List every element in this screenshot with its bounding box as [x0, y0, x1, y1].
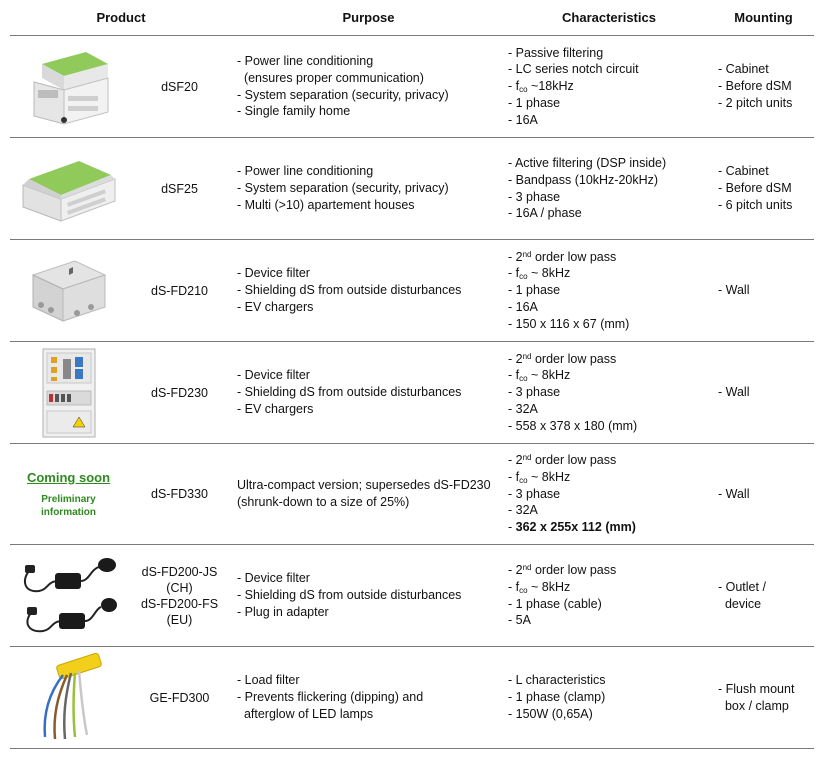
char-line: - 1 phase — [508, 283, 561, 298]
mount-line: - Outlet / — [718, 579, 766, 594]
characteristics-cell — [505, 647, 713, 748]
char-line: - 3 phase — [508, 189, 561, 204]
purpose-line: - Device filter — [237, 571, 310, 586]
purpose-line: Ultra-compact version; supersedes dS-FD230 — [237, 478, 491, 493]
yellow-clamp-icon — [10, 647, 127, 748]
char-line: - $f_{co}$ ~ 8kHz — [508, 266, 571, 282]
mount-line: box / clamp — [718, 698, 789, 713]
char-line: - Bandpass (10kHz-20kHz) — [508, 172, 659, 187]
purpose-line: - Shielding dS from outside disturbances — [237, 385, 462, 400]
header-purpose: Purpose — [342, 10, 395, 25]
characteristics-cell — [505, 545, 713, 646]
header-product: Product — [96, 10, 146, 25]
product-table — [10, 0, 814, 749]
table-row-ds-fd200 — [10, 545, 814, 647]
purpose-line: afterglow of LED lamps — [237, 706, 374, 721]
char-line: - 558 x 378 x 180 (mm) — [508, 418, 638, 433]
purpose-line: - Plug in adapter — [237, 604, 329, 619]
char-line: - 150 x 116 x 67 (mm) — [508, 316, 630, 331]
purpose-cell — [232, 342, 505, 443]
char-line: - 1 phase — [508, 95, 561, 110]
char-line: - 16A — [508, 112, 538, 127]
mounting-cell — [713, 647, 814, 748]
product-name: dS-FD210 — [151, 283, 208, 298]
product-name-line: dS-FD200-FS (EU) — [140, 596, 219, 627]
open-cabinet-icon — [10, 342, 127, 443]
characteristics-cell — [505, 36, 713, 137]
mount-line: - Before dSM — [718, 79, 792, 94]
table-row-ds-fd210 — [10, 240, 814, 342]
char-line: - 1 phase (clamp) — [508, 690, 606, 705]
char-line: - 16A — [508, 299, 538, 314]
product-name: GE-FD300 — [149, 690, 210, 705]
mount-line: - 2 pitch units — [718, 95, 793, 110]
char-line: - 32A — [508, 503, 538, 518]
char-line: - L characteristics — [508, 673, 606, 688]
purpose-line: - EV chargers — [237, 299, 314, 314]
purpose-line: - Power line conditioning — [237, 53, 374, 68]
table-row-ge-fd300 — [10, 647, 814, 749]
char-line: - $f_{co}$ ~18kHz — [508, 79, 574, 95]
characteristics-cell — [505, 444, 713, 544]
plug-adapters-icon — [10, 545, 127, 646]
purpose-cell — [232, 444, 505, 544]
mount-line: - Wall — [718, 486, 750, 501]
char-line: - 2nd order low pass — [508, 453, 617, 467]
char-line: - LC series notch circuit — [508, 62, 639, 77]
purpose-line: - Multi (>10) apartement houses — [237, 197, 415, 212]
char-line: - 362 x 255x 112 (mm) — [508, 520, 636, 535]
table-row-ds-fd330 — [10, 444, 814, 545]
char-line: - $f_{co}$ ~ 8kHz — [508, 469, 571, 485]
purpose-cell — [232, 36, 505, 137]
purpose-line: - Load filter — [237, 673, 300, 688]
mounting-cell — [713, 342, 814, 443]
din-rail-module-icon — [10, 36, 127, 137]
purpose-line: - Device filter — [237, 368, 310, 383]
mount-line: device — [718, 596, 762, 611]
purpose-line: - Device filter — [237, 266, 310, 281]
coming-soon-cell — [10, 444, 127, 544]
purpose-cell — [232, 138, 505, 239]
char-line: - 3 phase — [508, 385, 561, 400]
table-header — [10, 0, 814, 36]
char-line: - $f_{co}$ ~ 8kHz — [508, 368, 571, 384]
char-line: - 150W (0,65A) — [508, 706, 593, 721]
purpose-line: - Shielding dS from outside disturbances — [237, 588, 462, 603]
mount-line: - Flush mount — [718, 681, 795, 696]
characteristics-cell — [505, 138, 713, 239]
product-name: dS-FD230 — [151, 385, 208, 400]
char-line: - 32A — [508, 401, 538, 416]
mount-line: - Wall — [718, 283, 750, 298]
header-mounting: Mounting — [734, 10, 793, 25]
purpose-line: (shrunk-down to a size of 25%) — [237, 495, 410, 509]
char-line: - $f_{co}$ ~ 8kHz — [508, 579, 571, 595]
purpose-line: - System separation (security, privacy) — [237, 87, 449, 102]
table-row-dsf25 — [10, 138, 814, 240]
characteristics-cell — [505, 342, 713, 443]
mount-line: - Before dSM — [718, 181, 792, 196]
product-name — [127, 545, 232, 646]
din-rail-module-wide-icon — [10, 138, 127, 239]
characteristics-cell — [505, 240, 713, 341]
coming-soon-label: Coming soon — [26, 469, 111, 485]
header-characteristics: Characteristics — [562, 10, 656, 25]
char-line: - 2nd order low pass — [508, 562, 617, 577]
product-name: dSF20 — [161, 79, 198, 94]
purpose-line: - Power line conditioning — [237, 164, 374, 179]
purpose-line: - Single family home — [237, 104, 351, 119]
preliminary-label: Preliminary information — [40, 493, 96, 518]
mounting-cell — [713, 138, 814, 239]
mounting-cell — [713, 36, 814, 137]
mount-line: - Cabinet — [718, 62, 769, 77]
purpose-line: (ensures proper communication) — [237, 70, 424, 85]
purpose-line: - Prevents flickering (dipping) and — [237, 690, 424, 705]
table-row-ds-fd230 — [10, 342, 814, 444]
purpose-cell — [232, 545, 505, 646]
char-line: - 3 phase — [508, 486, 561, 501]
purpose-cell — [232, 647, 505, 748]
product-name-line: dS-FD200-JS (CH) — [141, 564, 218, 595]
table-row-dsf20 — [10, 36, 814, 138]
product-name: dS-FD330 — [151, 487, 208, 501]
char-line: - Active filtering (DSP inside) — [508, 155, 667, 170]
mounting-cell — [713, 545, 814, 646]
char-line: - 16A / phase — [508, 206, 582, 221]
grey-enclosure-icon — [10, 240, 127, 341]
mount-line: - 6 pitch units — [718, 197, 793, 212]
char-line: - 2nd order low pass — [508, 351, 617, 366]
product-name: dSF25 — [161, 181, 198, 196]
mount-line: - Wall — [718, 385, 750, 400]
char-line: - Passive filtering — [508, 45, 604, 60]
mount-line: - Cabinet — [718, 164, 769, 179]
purpose-line: - EV chargers — [237, 401, 314, 416]
purpose-cell — [232, 240, 505, 341]
purpose-line: - System separation (security, privacy) — [237, 181, 449, 196]
mounting-cell — [713, 444, 814, 544]
char-line: - 2nd order low pass — [508, 249, 617, 264]
char-line: - 1 phase (cable) — [508, 596, 602, 611]
purpose-line: - Shielding dS from outside disturbances — [237, 283, 462, 298]
mounting-cell — [713, 240, 814, 341]
char-line: - 5A — [508, 613, 531, 628]
